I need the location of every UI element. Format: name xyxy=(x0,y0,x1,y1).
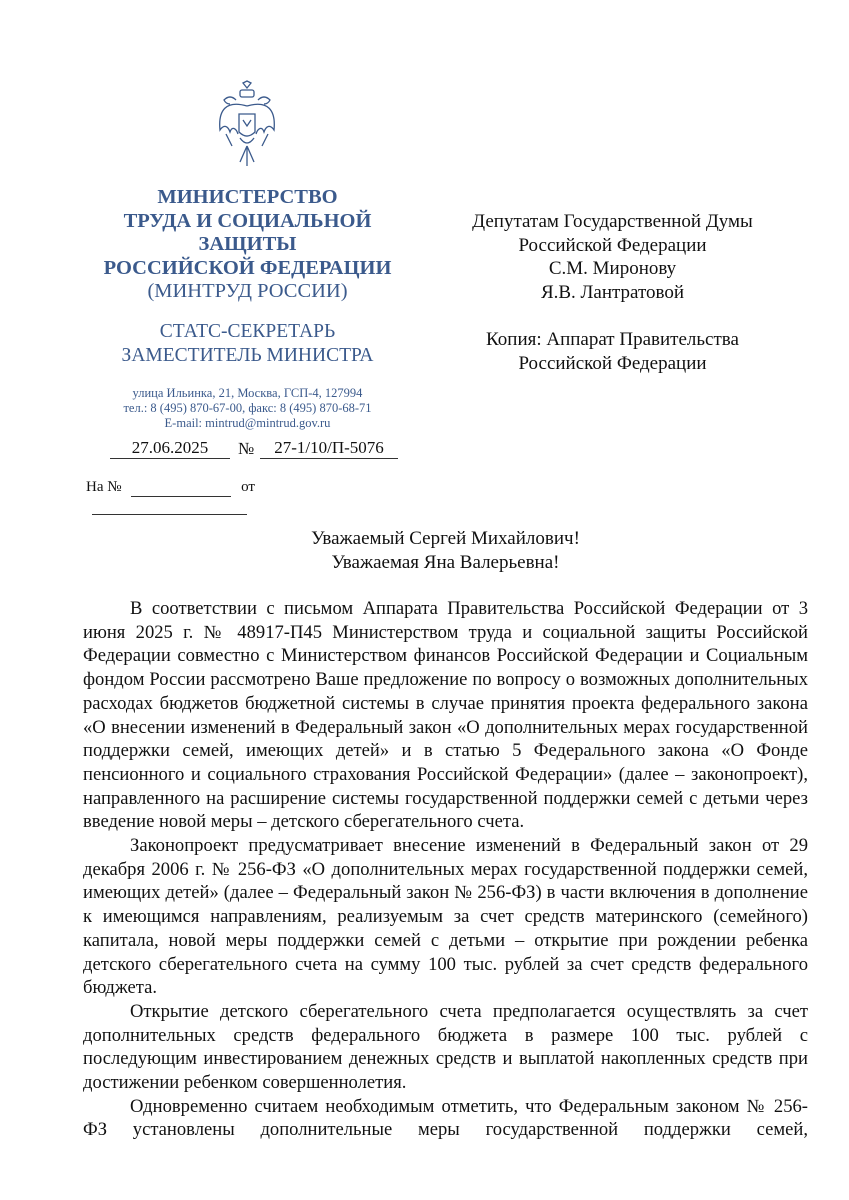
copy-line: Российской Федерации xyxy=(518,353,707,374)
number-label: № xyxy=(238,439,255,458)
greeting xyxy=(83,527,808,575)
email: E-mail: mintrud@mintrud.gov.ru xyxy=(164,416,331,430)
paragraph: Открытие детского сберегательного счета предполагается осуществлять за счет дополнительных средств федерального бюджета в размере 100 тыс. рублей с последующим инвестированием денежных средств и выплатой накопленных средств при достижении ребенком совершеннолетия. xyxy=(83,1000,808,1094)
recipients xyxy=(440,210,785,305)
ministry-short: (МИНТРУД РОССИИ) xyxy=(147,280,348,302)
ref-from: от xyxy=(241,479,255,495)
position-line: ЗАМЕСТИТЕЛЬ МИНИСТРА xyxy=(121,345,374,366)
ref-label: На № xyxy=(86,479,122,495)
recipient-line: С.М. Миронову xyxy=(548,258,677,280)
contact-block xyxy=(90,386,405,431)
reference-line xyxy=(86,479,416,515)
letter-date: 27.06.2025 xyxy=(110,438,230,459)
position-line: СТАТС-СЕКРЕТАРЬ xyxy=(159,321,336,342)
letter-number: 27-1/10/П-5076 xyxy=(260,438,398,459)
ministry-line: МИНИСТЕРСТВО xyxy=(157,186,338,208)
ref-date-blank xyxy=(92,497,247,515)
phone: тел.: 8 (495) 870-67-00, факс: 8 (495) 870-68-71 xyxy=(123,401,372,415)
paragraph: Законопроект предусматривает внесение изменений в Федеральный закон от 29 декабря 2006 г. № 256-ФЗ «О дополнительных мерах государственной поддержки семей, имеющих детей» (далее – Федеральный закон № 256-ФЗ) в части включения в дополнение к имеющимся направлениям, реализуемым за счет средств материнского (семейного) капитала, новой меры поддержки семей с детьми – открытие при рождении ребенка детского сберегательного счета на сумму 100 тыс. рублей за счет средств федерального бюджета. xyxy=(83,835,808,999)
paragraph: Одновременно считаем необходимым отметить, что Федеральным законом № 256-ФЗ установлены дополнительные меры государственной поддержки семей, xyxy=(83,1095,808,1141)
copy-line: Копия: Аппарат Правительства xyxy=(486,329,739,350)
ministry-name xyxy=(90,186,405,304)
greeting-line: Уважаемый Сергей Михайлович! xyxy=(311,528,580,549)
recipient-line: Депутатам Государственной Думы xyxy=(472,211,753,232)
letter-body xyxy=(83,597,808,1142)
address: улица Ильинка, 21, Москва, ГСП-4, 127994 xyxy=(132,386,363,400)
copy-recipients xyxy=(440,328,785,376)
signatory-position xyxy=(90,320,405,368)
coat-of-arms-icon xyxy=(216,80,278,172)
greeting-line: Уважаемая Яна Валерьевна! xyxy=(331,552,560,573)
recipient-line: Российской Федерации xyxy=(518,234,707,256)
recipient-line: Я.В. Лантратовой xyxy=(540,282,685,304)
ministry-line: ЗАЩИТЫ xyxy=(198,233,297,255)
ref-number-blank xyxy=(131,479,231,497)
paragraph: В соответствии с письмом Аппарата Правительства Российской Федерации от 3 июня 2025 г. № 48917-П45 Министерством труда и социальной защиты Российской Федерации совместно с Министерством финансов Российской Федерации и Социальным фондом России рассмотрено Ваше предложение по вопросу о возможных дополнительных расходах бюджетов бюджетной системы в случае принятия проекта федерального закона «О внесении изменений в Федеральный закон «О дополнительных мерах государственной поддержки семей, имеющих детей» и в статью 5 Федерального закона «О Фонде пенсионного и социального страхования Российской Федерации» (далее – законопроект), направленного на расширение системы государственной поддержки семей с детьми через введение новой меры – детского сберегательного счета. xyxy=(83,598,808,833)
ministry-line: РОССИЙСКОЙ ФЕДЕРАЦИИ xyxy=(103,256,392,279)
registration-line xyxy=(110,437,398,459)
ministry-line: ТРУДА И СОЦИАЛЬНОЙ xyxy=(123,209,372,232)
